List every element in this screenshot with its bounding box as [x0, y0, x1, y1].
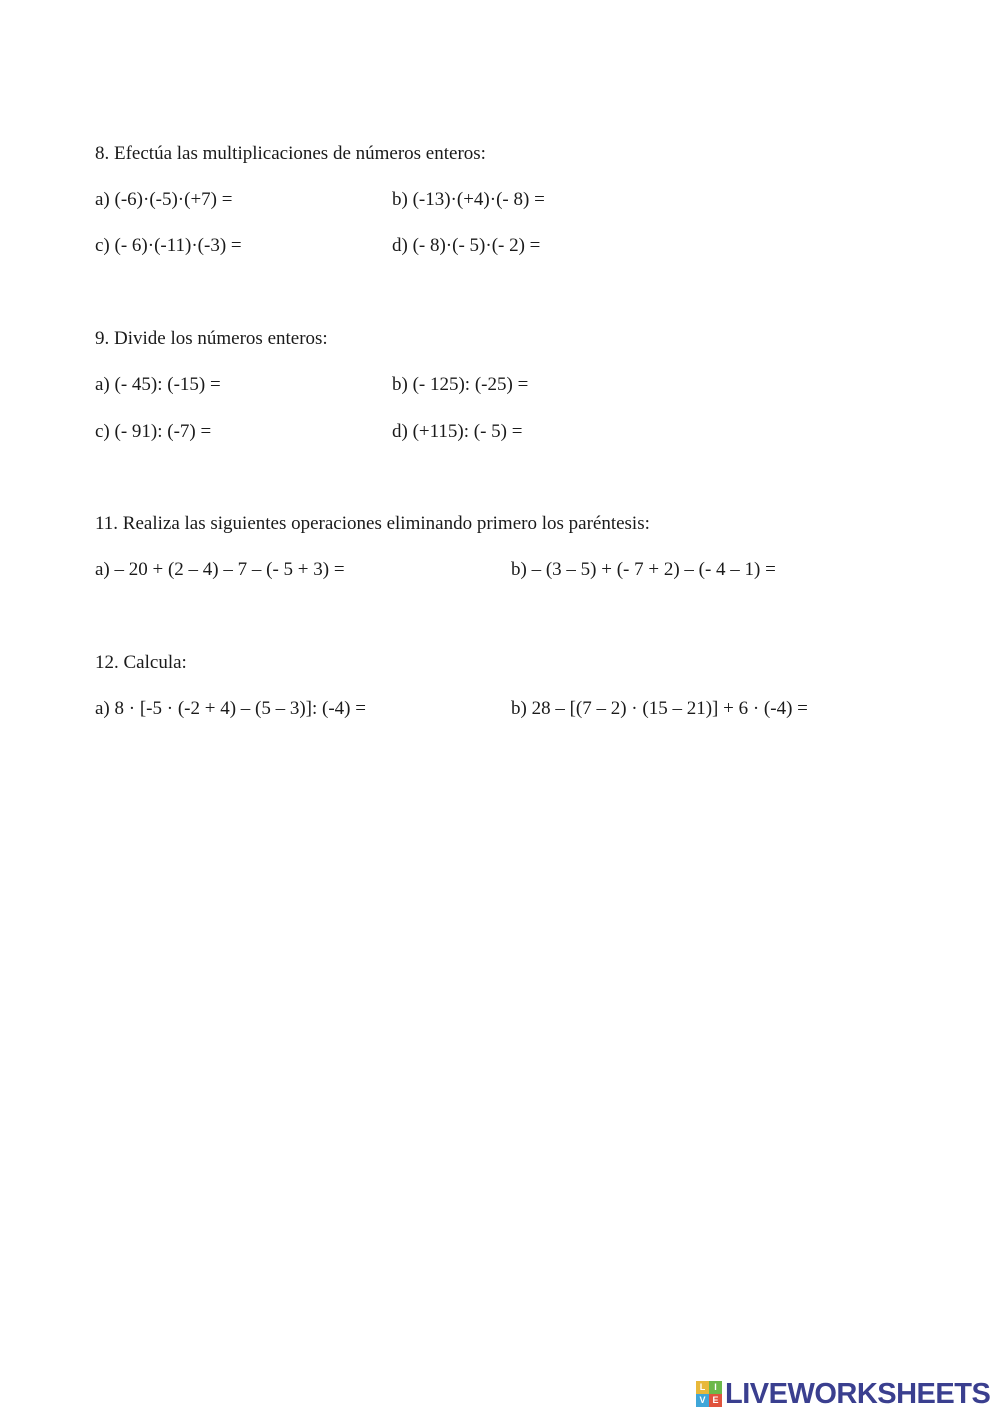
liveworksheets-logo — [696, 1376, 990, 1412]
exercise-9-item-d: d) (+115): (- 5) = — [392, 421, 523, 442]
exercise-8-item-d: d) (- 8)·(- 5)·(- 2) = — [392, 235, 541, 256]
exercise-8-title: 8. Efectúa las multiplicaciones de números enteros: — [95, 143, 486, 164]
exercise-9-item-a: a) (- 45): (-15) = — [95, 374, 221, 395]
exercise-12-item-a: a) 8 · [-5 · (-2 + 4) – (5 – 3)]: (-4) = — [95, 698, 366, 719]
exercise-8-item-b: b) (-13)·(+4)·(- 8) = — [392, 189, 545, 210]
exercise-12-title: 12. Calcula: — [95, 652, 187, 673]
exercise-8-item-a: a) (-6)·(-5)·(+7) = — [95, 189, 233, 210]
exercise-11-item-b: b) – (3 – 5) + (- 7 + 2) – (- 4 – 1) = — [511, 559, 776, 580]
exercise-9-title: 9. Divide los números enteros: — [95, 328, 328, 349]
liveworksheets-logo-text: LIVEWORKSHEETS — [725, 1377, 991, 1410]
exercise-8-item-c: c) (- 6)·(-11)·(-3) = — [95, 235, 242, 256]
exercise-11-title: 11. Realiza las siguientes operaciones eliminando primero los paréntesis: — [95, 513, 650, 534]
exercise-11-item-a: a) – 20 + (2 – 4) – 7 – (- 5 + 3) = — [95, 559, 345, 580]
exercise-9-item-c: c) (- 91): (-7) = — [95, 421, 212, 442]
exercise-12-item-b: b) 28 – [(7 – 2) · (15 – 21)] + 6 · (-4) = — [511, 698, 808, 719]
logo-mark-cell: E — [709, 1394, 722, 1407]
logo-mark-cell: I — [709, 1381, 722, 1394]
exercise-9-item-b: b) (- 125): (-25) = — [392, 374, 529, 395]
liveworksheets-logo-icon — [696, 1381, 722, 1407]
logo-mark-cell: L — [696, 1381, 709, 1394]
logo-mark-cell: V — [696, 1394, 709, 1407]
